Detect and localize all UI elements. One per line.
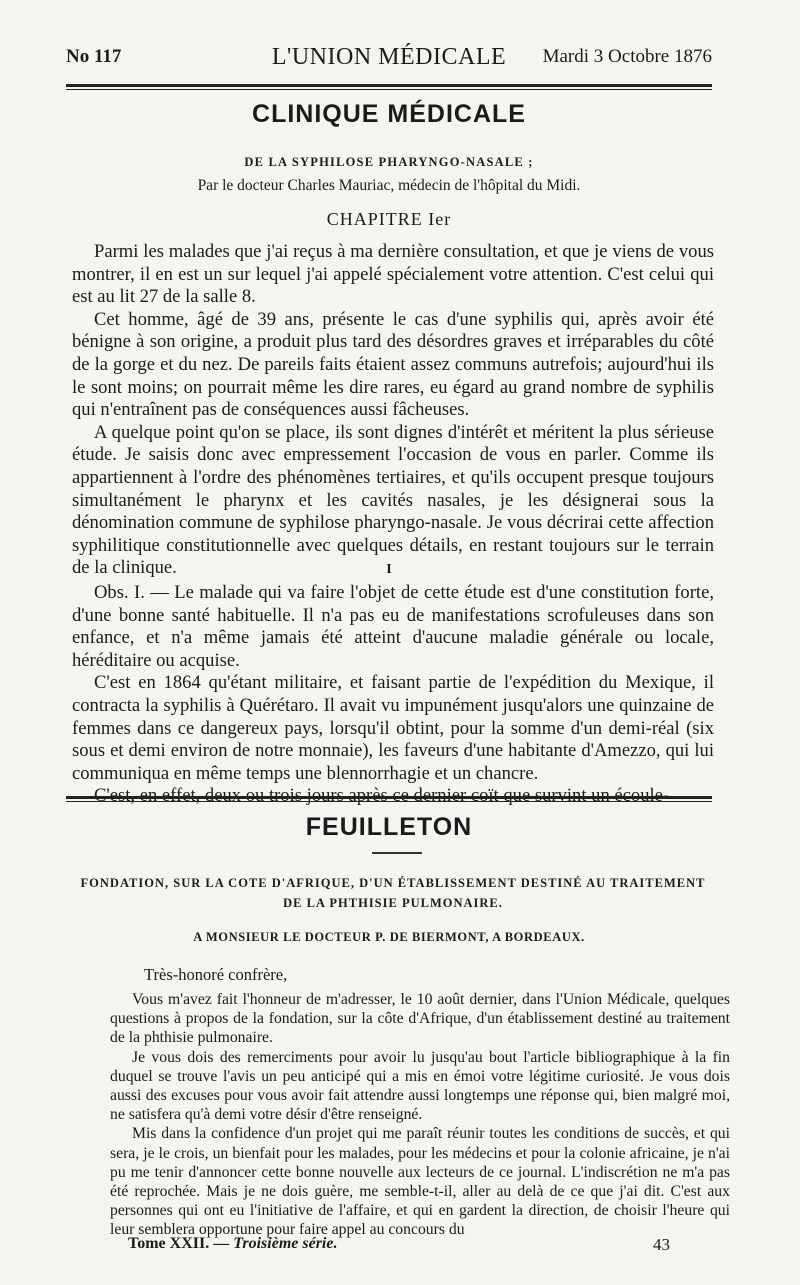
paragraph: Parmi les malades que j'ai reçus à ma dernière consultation, et que je viens de vous montrer, il en est un sur lequel j'ai appelé spécialement votre attention. C'est celui qui est au lit 27 de la salle 8. <box>72 241 714 308</box>
tome-label: Tome XXII. — <box>128 1235 234 1252</box>
title-divider <box>372 852 422 854</box>
letter-salutation: Très-honoré confrère, <box>144 965 288 984</box>
letter-body <box>110 990 730 1240</box>
clinique-intro-text <box>72 241 714 580</box>
section-title-clinique: CLINIQUE MÉDICALE <box>252 100 526 128</box>
page-footer <box>128 1235 670 1259</box>
section-title-feuilleton: FEUILLETON <box>305 813 473 841</box>
paragraph: Cet homme, âgé de 39 ans, présente le cas d'une syphilis qui, après avoir été bénigne à son origine, a produit plus tard des désordres graves et irréparables du côté de la gorge et du nez. De pareils faits étaient assez communs autrefois; aujourd'hui ils le sont moins; on pourrait même les dire rares, eu égard au grand nombre de syphilis qui n'entraînent pas de conséquences aussi fâcheuses. <box>72 308 714 421</box>
section-numeral: I <box>386 562 392 577</box>
page-number: 43 <box>653 1235 670 1254</box>
volume-info <box>128 1235 337 1253</box>
paragraph: C'est, en effet, deux ou trois jours après ce dernier coït que survint un écoule- <box>94 785 670 807</box>
series-label: Troisième série. <box>233 1235 338 1252</box>
paragraph: A quelque point qu'on se place, ils sont dignes d'intérêt et méritent la plus sérieuse étude. Je saisis donc avec empressement l'occasion de vous en parler. Comme ils appartiennent à l'ordre des phénomènes tertiaires, et qu'ils occupent presque toujours simultanément le pharynx et les cavités nasales, je les désignerai sous la dénomination commune de syphilose pharyngo-nasale. Je vous décrirai cette affection syphilitique constitutionnelle avec quelques détails, en restant toujours sur le terrain de la clinique. <box>72 421 714 579</box>
article-byline: Par le docteur Charles Mauriac, médecin de l'hôpital du Midi. <box>197 177 581 194</box>
feuilleton-rule <box>66 796 712 802</box>
chapter-heading: CHAPITRE Ier <box>326 209 452 229</box>
paragraph: Vous m'avez fait l'honneur de m'adresser, le 10 août dernier, dans l'Union Médicale, quelques questions à propos de la fondation, sur la côte d'Afrique, d'un établissement destiné au traitement de la phthisie pulmonaire. <box>110 991 730 1047</box>
feuilleton-subtitle-1: FONDATION, SUR LA COTE D'AFRIQUE, D'UN ÉTABLISSEMENT DESTINÉ AU TRAITEMENT <box>80 876 706 890</box>
paragraph: Je vous dois des remerciments pour avoir lu jusqu'au bout l'article bibliographique à la fin duquel se trouve l'avis un peu anticipé qui a mis en émoi votre légitime curiosité. Je vous dois aussi des excuses pour vous avoir fait attendre aussi longtemps une réponse qui, bien malgré moi, ne satisfera qu'à demi votre désir d'être renseigné. <box>110 1048 730 1124</box>
page-header <box>66 40 712 74</box>
header-rule <box>66 84 712 90</box>
journal-title: L'UNION MÉDICALE <box>271 44 507 70</box>
paragraph: Mis dans la confidence d'un projet qui me paraît réunir toutes les conditions de succès, et qui sera, je le crois, un bienfait pour les malades, pour les médecins et pour la colonie africaine, je n'ai pu me tenir d'annoncer cette bonne nouvelle aux lecteurs de ce journal. L'indiscrétion ne m'a pas été reprochée. Mais je ne dois guère, me semble-t-il, aller au delà de ce que j'ai dit. C'est aux personnes qui ont eu l'initiative de l'affaire, et qui en gardent la direction, de choisir l'heure qui leur semblera opportune pour faire appel au concours du <box>110 1125 730 1239</box>
issue-number: No 117 <box>66 46 122 67</box>
feuilleton-subtitle-2: DE LA PHTHISIE PULMONAIRE. <box>283 896 503 910</box>
observation-text <box>72 582 714 808</box>
paragraph: C'est en 1864 qu'étant militaire, et faisant partie de l'expédition du Mexique, il contracta la syphilis à Quérétaro. Il avait vu impunément jusqu'alors une quinzaine de femmes dans ce dangereux pays, lorsqu'il obtint, pour la somme d'un demi-réal (six sous et demi environ de notre monnaie), les faveurs d'une habitante d'Amezzo, qui lui communiqua en même temps une blennorrhagie et un chancre. <box>72 672 714 784</box>
issue-date: Mardi 3 Octobre 1876 <box>542 46 712 67</box>
paragraph: Obs. I. — Le malade qui va faire l'objet de cette étude est d'une constitution forte, d'une bonne santé habituelle. Il n'a pas eu de manifestations scrofuleuses dans son enfance, et n'a même jamais été atteint d'aucune maladie générale ou locale, héréditaire ou acquise. <box>72 582 714 671</box>
article-subtitle: DE LA SYPHILOSE PHARYNGO-NASALE ; <box>244 155 534 169</box>
letter-addressee: A MONSIEUR LE DOCTEUR P. DE BIERMONT, A BORDEAUX. <box>193 930 585 944</box>
